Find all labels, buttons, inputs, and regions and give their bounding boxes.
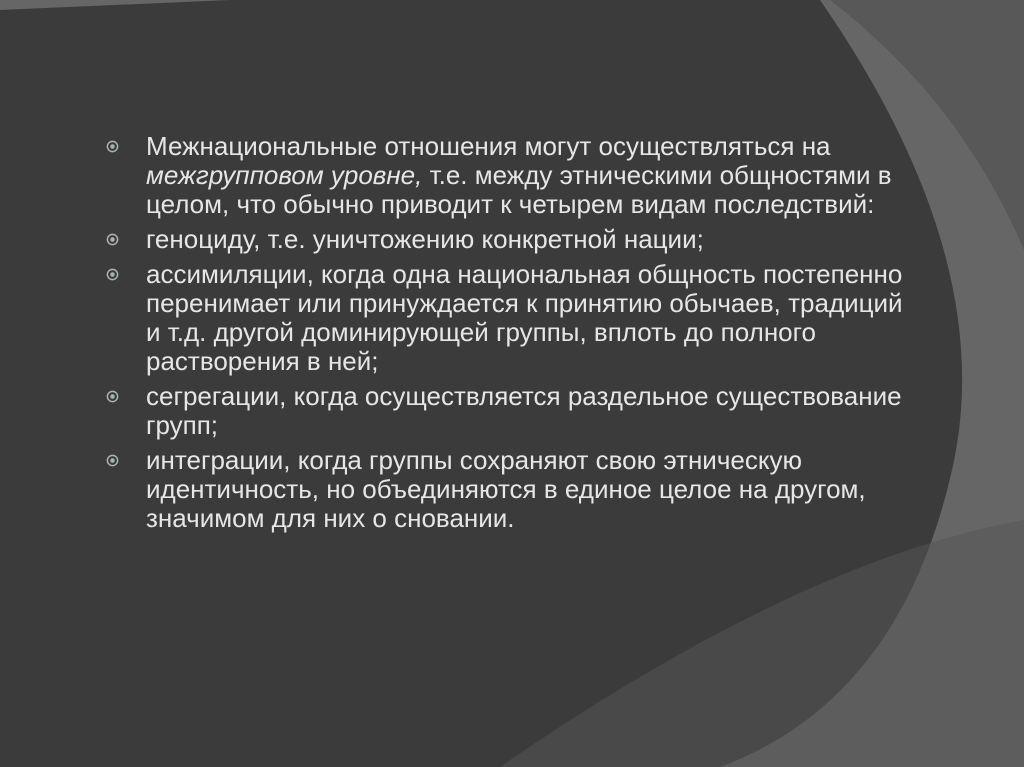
bullet-text: геноциду, т.е. уничтожению конкретной нации; bbox=[146, 224, 704, 254]
bullet-text: сегрегации, когда осуществляется раздельное существование групп; bbox=[146, 381, 902, 440]
bullet-item-assimilation bbox=[104, 260, 924, 376]
circle-bullet-icon bbox=[106, 268, 119, 281]
bullet-text: интеграции, когда группы сохраняют свою этническую идентичность, но объединяются в единое целое на другом, значимом для них о сновании. bbox=[146, 445, 866, 533]
bullet-item-integration bbox=[104, 446, 924, 533]
bullet-text-emphasis: межгрупповом уровне, bbox=[146, 160, 423, 190]
bullet-text: ассимиляции, когда одна национальная общность постепенно перенимает или принуждается к принятию обычаев, традиций и т.д. другой доминирующей группы, вплоть до полного растворения в ней; bbox=[146, 259, 903, 376]
bullet-text-lead: Межнациональные отношения могут осуществляться на bbox=[146, 131, 831, 161]
slide-content bbox=[104, 132, 924, 539]
circle-bullet-icon bbox=[106, 454, 119, 467]
circle-bullet-icon bbox=[106, 390, 119, 403]
bullet-item-segregation bbox=[104, 382, 924, 440]
bullet-item-intro bbox=[104, 132, 924, 219]
circle-bullet-icon bbox=[106, 233, 119, 246]
circle-bullet-icon bbox=[106, 140, 119, 153]
bullet-text-tail: т.е. между этническими общностями в целом, что обычно приводит к четырем видам последствий: bbox=[146, 160, 892, 219]
bullet-item-genocide bbox=[104, 225, 924, 254]
bullet-list bbox=[104, 132, 924, 533]
